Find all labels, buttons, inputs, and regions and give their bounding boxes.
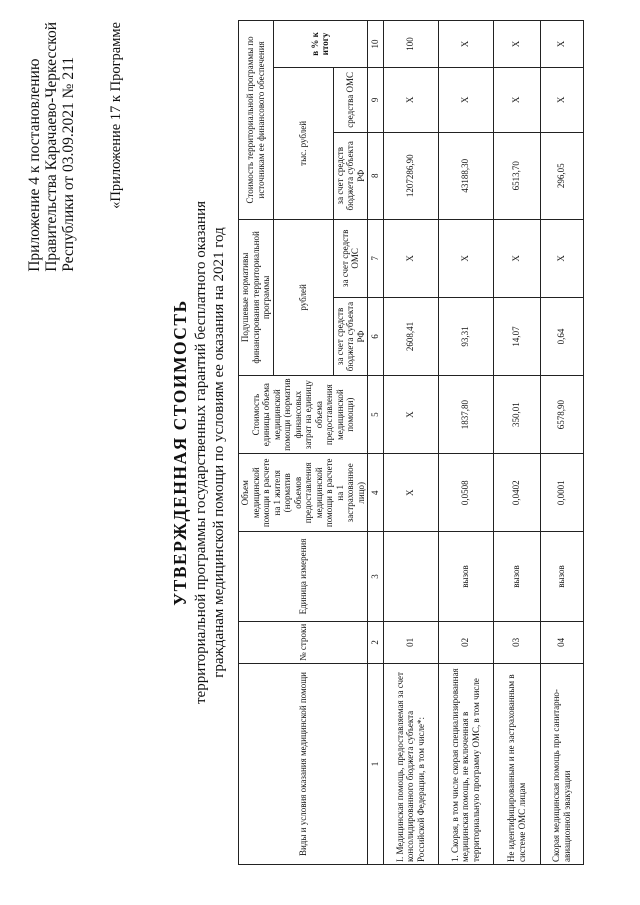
header-percent: в % к итогу [273, 21, 368, 68]
row-per-capita-oms: X [383, 219, 438, 297]
row-number: 03 [493, 621, 540, 663]
decree-header [26, 22, 77, 272]
column-number: 8 [368, 132, 384, 219]
row-per-capita-budget: 2608,41 [383, 297, 438, 375]
header-program-cost-group: Стоимость территориальной программы по источникам ее финансового обеспечения [239, 21, 274, 220]
table-row [438, 21, 493, 865]
document-title: УТВЕРЖДЕННАЯ СТОИМОСТЬ [170, 299, 190, 606]
header-rubles: рублей [273, 219, 333, 375]
column-number: 2 [368, 621, 384, 663]
row-per-capita-oms: X [438, 219, 493, 297]
row-unit: вызов [540, 532, 583, 621]
row-unit-cost: X [383, 376, 438, 454]
row-percent: 100 [383, 21, 438, 68]
header-row-number: № строки [239, 621, 368, 663]
row-number: 01 [383, 621, 438, 663]
header-per-capita-budget: за счет средств бюджета субъекта РФ [333, 297, 368, 375]
column-number: 4 [368, 454, 384, 532]
cost-table [238, 20, 584, 865]
decree-header-line-3: Республики от 03.09.2021 № 211 [60, 56, 77, 272]
row-number: 04 [540, 621, 583, 663]
table-row [493, 21, 540, 865]
row-per-capita-budget: 93,31 [438, 297, 493, 375]
header-thousand-rubles: тыс. рублей [273, 67, 333, 219]
column-number: 3 [368, 532, 384, 621]
row-unit: вызов [493, 532, 540, 621]
row-kind: I. Медицинская помощь, предоставляемая за счет консолидированного бюджета субъекта Российской Федерации, в том числе*: [383, 664, 438, 865]
appendix-label: «Приложение 17 к Программе [108, 22, 124, 209]
row-per-capita-oms: X [540, 219, 583, 297]
column-number: 9 [368, 67, 384, 132]
decree-header-line-1: Приложение 4 к постановлению [26, 58, 43, 272]
table-row [540, 21, 583, 865]
document-subtitle-line-2: гражданам медицинской помощи по условиям ее оказания на 2021 год [211, 227, 227, 678]
header-cost-budget: за счет средств бюджета субъекта РФ [333, 132, 368, 219]
table-row [383, 21, 438, 865]
row-cost-budget: 1207286,90 [383, 132, 438, 219]
row-volume: 0,0001 [540, 454, 583, 532]
column-number: 10 [368, 21, 384, 68]
row-cost-oms: X [493, 67, 540, 132]
header-kinds: Виды и условия оказания медицинской помощи [239, 664, 368, 865]
header-per-capita-oms: за счет средств ОМС [333, 219, 368, 297]
column-numbers-row [368, 21, 384, 865]
row-cost-oms: X [438, 67, 493, 132]
row-percent: X [438, 21, 493, 68]
row-unit-cost: 350,01 [493, 376, 540, 454]
header-unit: Единица измерения [239, 532, 368, 621]
row-kind: 1. Скорая, в том числе скорая специализированная медицинская помощь, не включенная в территориальную программу ОМС, в том числе [438, 664, 493, 865]
decree-header-line-2: Правительства Карачаево-Черкесской [43, 22, 60, 272]
row-volume: 0,0402 [493, 454, 540, 532]
header-volume: Объем медицинской помощи в расчете на 1 жителя (норматив объемов предоставления медицинской помощи в расчете на 1 застрахованное лицо) [239, 454, 368, 532]
row-cost-budget: 6513,70 [493, 132, 540, 219]
column-number: 5 [368, 376, 384, 454]
column-number: 7 [368, 219, 384, 297]
row-cost-budget: 296,05 [540, 132, 583, 219]
row-cost-budget: 43188,30 [438, 132, 493, 219]
header-per-capita-group: Подушевые нормативы финансирования территориальной программы [239, 219, 274, 375]
row-volume: X [383, 454, 438, 532]
row-percent: X [493, 21, 540, 68]
column-number: 1 [368, 664, 384, 865]
row-cost-oms: X [540, 67, 583, 132]
document-subtitle-line-1: территориальной программы государственных гарантий бесплатного оказания [193, 200, 209, 705]
row-unit-cost: 1837,80 [438, 376, 493, 454]
row-kind: Не идентифицированным и не застрахованным в системе ОМС лицам [493, 664, 540, 865]
row-volume: 0,0508 [438, 454, 493, 532]
column-number: 6 [368, 297, 384, 375]
row-unit-cost: 6578,90 [540, 376, 583, 454]
row-unit: вызов [438, 532, 493, 621]
row-kind: Скорая медицинская помощь при санитарно-авиационной эвакуации [540, 664, 583, 865]
row-per-capita-budget: 14,07 [493, 297, 540, 375]
row-per-capita-budget: 0,64 [540, 297, 583, 375]
header-cost-oms: средства ОМС [333, 67, 368, 132]
row-per-capita-oms: X [493, 219, 540, 297]
header-unit-cost: Стоимость единицы объема медицинской помощи (норматив финансовых затрат на единицу объема предоставления медицинской помощи) [239, 376, 368, 454]
row-cost-oms: X [383, 67, 438, 132]
row-number: 02 [438, 621, 493, 663]
row-unit [383, 532, 438, 621]
row-percent: X [540, 21, 583, 68]
